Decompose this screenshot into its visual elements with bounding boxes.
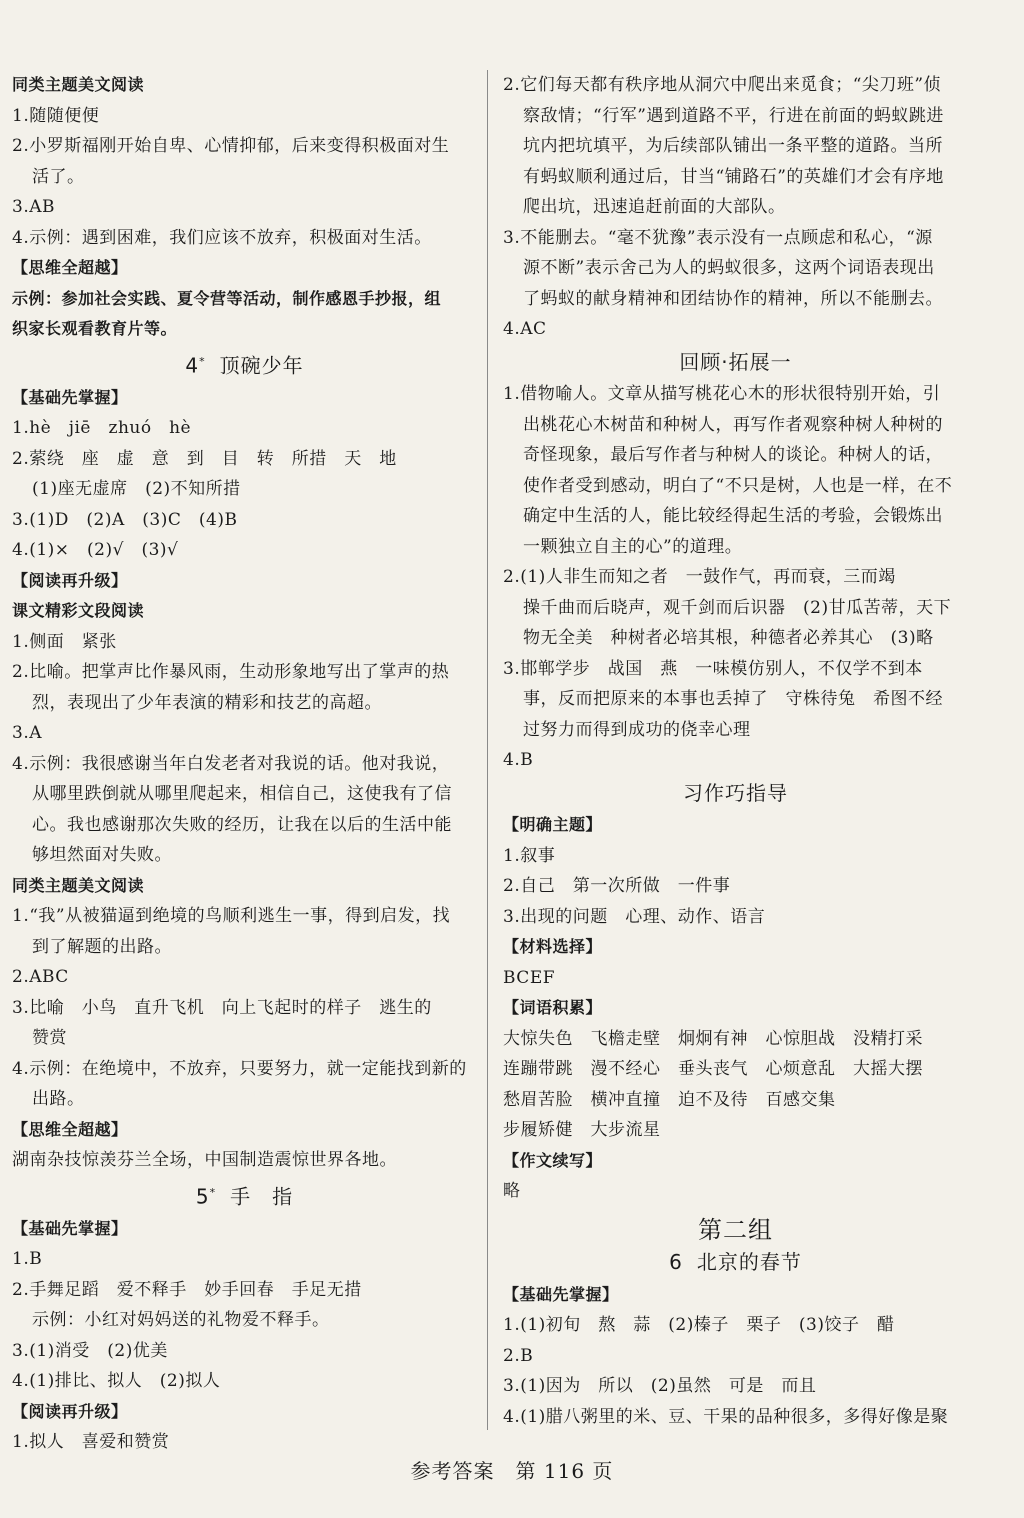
line-text: 2.手舞足蹈 爱不释手 妙手回春 手足无措 [12, 1279, 362, 1300]
line-text: 【作文续写】 [503, 1150, 603, 1170]
line-text: BCEF [503, 967, 556, 988]
line-text: 织家长观看教育片等。 [12, 319, 178, 338]
answer-line [503, 1176, 968, 1207]
line-text: 步履矫健 大步流星 [503, 1120, 661, 1140]
answer-line [503, 501, 968, 532]
line-text: 湖南杂技惊羡芬兰全场，中国制造震惊世界各地。 [12, 1150, 397, 1171]
line-text: 【基础先掌握】 [503, 1284, 619, 1304]
answer-line [12, 444, 477, 475]
line-text: 4.(1)排比、拟人 (2)拟人 [12, 1371, 221, 1392]
answer-line [503, 963, 968, 994]
answer-line [12, 223, 477, 254]
line-text: 愁眉苦脸 横冲直撞 迫不及待 百感交集 [503, 1089, 836, 1110]
line-text: 【阅读再升级】 [12, 1401, 128, 1421]
line-text: 到了解题的出路。 [32, 936, 172, 957]
section-heading [12, 596, 477, 627]
answer-line [12, 1366, 477, 1397]
answer-line [12, 1427, 477, 1458]
line-text: 习作巧指导 [683, 780, 788, 805]
answer-line [503, 131, 968, 162]
line-text: 确定中生活的人，能比较经得起生活的考验，会锻炼出 [523, 506, 943, 526]
line-text: 2.它们每天都有秩序地从洞穴中爬出来觅食；“尖刀班”侦 [503, 75, 942, 95]
answer-line [503, 532, 968, 563]
line-text: 连蹦带跳 漫不经心 垂头丧气 心烦意乱 大摇大摆 [503, 1059, 923, 1079]
line-text: 3.(1)消受 (2)优美 [12, 1340, 168, 1361]
answer-line [503, 562, 968, 593]
line-text: 2.(1)人非生而知之者 一鼓作气，再而衰，三而竭 [503, 567, 896, 587]
answer-line [12, 505, 477, 536]
line-text: 2.萦绕 座 虚 意 到 目 转 所措 天 地 [12, 448, 397, 469]
answer-line [12, 474, 477, 505]
lesson-number: 4 [185, 353, 200, 378]
line-text: 1.随随便便 [12, 105, 100, 126]
column-divider [487, 70, 488, 1430]
section-heading [12, 284, 477, 315]
section-heading [12, 566, 477, 597]
lesson-mark: * [209, 1185, 217, 1199]
answer-line [12, 1275, 477, 1306]
line-text: 示例：小红对妈妈送的礼物爱不释手。 [32, 1310, 330, 1331]
answer-line [12, 749, 477, 780]
line-text: 1.拟人 喜爱和赞赏 [12, 1432, 170, 1453]
line-text: 爬出坑，迅速追赶前面的大部队。 [523, 197, 786, 217]
answer-line [12, 627, 477, 658]
right-text-block [503, 70, 968, 1432]
section-title [12, 1178, 477, 1212]
line-text: 3.不能删去。“毫不犹豫”表示没有一点顾虑和私心，“源 [503, 227, 933, 248]
answer-line [12, 1084, 477, 1115]
answer-line [12, 932, 477, 963]
answer-line [503, 623, 968, 654]
line-text: 手 指 [230, 1184, 294, 1209]
answer-line [12, 962, 477, 993]
answer-line [12, 810, 477, 841]
page-footer: 参考答案 第 116 页 [410, 1459, 614, 1483]
section-title [12, 347, 477, 381]
section-heading [503, 993, 968, 1024]
line-text: 4.示例：我很感谢当年白发老者对我说的话。他对我说， [12, 753, 450, 774]
line-text: 4.示例：遇到困难，我们应该不放弃，积极面对生活。 [12, 227, 432, 248]
line-text: 物无全美 种树者必培其根，种德者必养其心 (3)略 [523, 628, 934, 648]
lesson-mark: * [199, 354, 206, 368]
line-text: 【词语积累】 [503, 998, 603, 1017]
answer-line [503, 192, 968, 223]
answer-line [503, 1085, 968, 1116]
answer-line [12, 1054, 477, 1085]
answer-line [12, 1336, 477, 1367]
answer-line [503, 902, 968, 933]
left-column [12, 70, 477, 1458]
answer-line [503, 253, 968, 284]
line-text: 奇怪现象，最后写作者与种树人的谈论。种树人的话， [523, 445, 943, 465]
answer-line [12, 993, 477, 1024]
answer-line [12, 779, 477, 810]
answer-line [12, 901, 477, 932]
line-text: 2.自己 第一次所做 一件事 [503, 876, 731, 896]
answer-line [503, 410, 968, 441]
answer-line [503, 1024, 968, 1055]
line-text: 操千曲而后晓声，观千剑而后识器 (2)甘瓜苦蒂，天下 [523, 597, 952, 618]
line-text: 3.AB [12, 197, 55, 217]
answer-line [503, 162, 968, 193]
answer-line [503, 1054, 968, 1085]
answer-line [503, 715, 968, 746]
left-text-block [12, 70, 477, 1458]
section-heading [12, 1115, 477, 1146]
line-text: 出路。 [32, 1089, 85, 1110]
answer-line [12, 1023, 477, 1054]
line-text: 1.叙事 [503, 845, 556, 866]
answer-line [503, 871, 968, 902]
answer-line [503, 1341, 968, 1372]
line-text: 1.“我”从被猫逼到绝境的鸟顺利逃生一事，得到启发，找 [12, 906, 451, 927]
line-text: 事，反而把原来的本事也丢掉了 守株待兔 希图不经 [523, 689, 943, 709]
section-title [503, 1247, 968, 1278]
line-text: 同类主题美文阅读 [12, 75, 145, 94]
line-text: 活了。 [32, 166, 85, 187]
line-text: 顶碗少年 [219, 353, 304, 378]
section-heading [12, 1397, 477, 1428]
answer-line [12, 413, 477, 444]
answer-line [503, 379, 968, 410]
answer-line [503, 841, 968, 872]
line-text: 【基础先掌握】 [12, 1218, 128, 1238]
line-text: 第二组 [698, 1215, 773, 1244]
answer-line [12, 1305, 477, 1336]
section-heading [12, 871, 477, 902]
answer-line [503, 1371, 968, 1402]
line-text: 同类主题美文阅读 [12, 875, 145, 895]
line-text: 【材料选择】 [503, 937, 603, 956]
line-text: 心。我也感谢那次失败的经历，让我在以后的生活中能 [32, 814, 452, 835]
line-text: 大惊失色 飞檐走壁 炯炯有神 心惊胆战 没精打采 [503, 1028, 923, 1049]
line-text: 出桃花心木树苗和种树人，再写作者观察种树人种树的 [523, 414, 943, 435]
line-text: (1)座无虚席 (2)不知所措 [32, 479, 241, 500]
line-text: 赞赏 [32, 1028, 67, 1049]
line-text: 【明确主题】 [503, 815, 603, 834]
line-text: 一颗独立自主的心”的道理。 [523, 536, 743, 557]
lesson-number: 6 [669, 1250, 683, 1274]
line-text: 察敌情；“行军”遇到道路不平，行进在前面的蚂蚁跳进 [523, 105, 944, 126]
answer-line [12, 718, 477, 749]
answer-line [503, 1115, 968, 1146]
line-text: 4.示例：在绝境中，不放弃，只要努力，就一定能找到新的 [12, 1058, 467, 1079]
line-text: 2.比喻。把掌声比作暴风雨，生动形象地写出了掌声的热 [12, 662, 450, 683]
section-title [503, 347, 968, 378]
line-text: 4.(1)× (2)√ (3)√ [12, 540, 179, 561]
section-heading [503, 932, 968, 963]
answer-line [12, 1145, 477, 1176]
answer-line [503, 684, 968, 715]
line-text: 4.(1)腊八粥里的米、豆、干果的品种很多，多得好像是聚 [503, 1406, 949, 1427]
line-text: 1.(1)初旬 熬 蒜 (2)榛子 栗子 (3)饺子 醋 [503, 1315, 895, 1335]
line-text: 4.B [503, 750, 534, 770]
line-text: 3.A [12, 723, 42, 744]
line-text: 过努力而得到成功的侥幸心理 [523, 719, 751, 740]
answer-line [503, 654, 968, 685]
line-text: 【思维全超越】 [12, 258, 128, 277]
answer-line [12, 657, 477, 688]
answer-line [12, 535, 477, 566]
line-text: 3.比喻 小鸟 直升飞机 向上飞起时的样子 逃生的 [12, 997, 432, 1018]
section-heading [12, 253, 477, 284]
answer-line [503, 593, 968, 624]
section-heading [503, 1280, 968, 1311]
answer-line [12, 192, 477, 223]
right-column [503, 70, 968, 1432]
section-heading [12, 70, 477, 101]
line-text: 坑内把坑填平，为后续部队铺出一条平整的道路。当所 [523, 136, 943, 156]
answer-line [12, 101, 477, 132]
line-text: 4.AC [503, 319, 547, 339]
section-heading [503, 810, 968, 841]
line-text: 3.(1)因为 所以 (2)虽然 可是 而且 [503, 1376, 817, 1396]
section-heading [12, 314, 477, 345]
line-text: 源不断”表示舍己为人的蚂蚁很多，这两个词语表现出 [523, 258, 935, 278]
line-text: 2.B [503, 1345, 534, 1366]
answer-line [12, 1244, 477, 1275]
answer-line [12, 131, 477, 162]
answer-line [503, 1402, 968, 1433]
section-heading [12, 383, 477, 414]
answer-line [503, 101, 968, 132]
line-text: 【阅读再升级】 [12, 570, 128, 590]
line-text: 北京的春节 [696, 1250, 802, 1274]
line-text: 烈，表现出了少年表演的精彩和技艺的高超。 [32, 692, 382, 713]
line-text: 从哪里跌倒就从哪里爬起来，相信自己，这使我有了信 [32, 784, 452, 805]
line-text: 3.(1)D (2)A (3)C (4)B [12, 509, 238, 530]
answer-line [503, 471, 968, 502]
answer-line [503, 223, 968, 254]
line-text: 【基础先掌握】 [12, 387, 128, 407]
line-text: 够坦然面对失败。 [32, 845, 172, 866]
line-text: 3.出现的问题 心理、动作、语言 [503, 906, 766, 927]
line-text: 2.小罗斯福刚开始自卑、心情抑郁，后来变得积极面对生 [12, 136, 450, 156]
line-text: 1.借物喻人。文章从描写桃花心木的形状很特别开始，引 [503, 384, 941, 404]
section-title [503, 1215, 968, 1246]
line-text: 略 [503, 1181, 521, 1201]
answer-line [503, 70, 968, 101]
line-text: 课文精彩文段阅读 [12, 601, 145, 621]
section-title [503, 778, 968, 809]
line-text: 1.侧面 紧张 [12, 631, 117, 652]
answer-line [503, 314, 968, 345]
line-text: 示例：参加社会实践、夏令营等活动，制作感恩手抄报，组 [12, 288, 442, 308]
answer-line [503, 745, 968, 776]
lesson-number: 5 [195, 1184, 210, 1209]
section-heading [503, 1146, 968, 1177]
line-text: 有蚂蚁顺利通过后，甘当“铺路石”的英雄们才会有序地 [523, 166, 944, 187]
section-heading [12, 1214, 477, 1245]
line-text: 了蚂蚁的献身精神和团结协作的精神，所以不能删去。 [523, 288, 943, 309]
line-text: 回顾·拓展一 [679, 349, 792, 374]
line-text: 1.B [12, 1249, 43, 1270]
line-text: 1.hè jiē zhuó hè [12, 418, 192, 439]
line-text: 【思维全超越】 [12, 1119, 128, 1139]
answer-line [12, 840, 477, 871]
answer-line [12, 688, 477, 719]
line-text: 3.邯郸学步 战国 燕 一味模仿别人，不仅学不到本 [503, 658, 923, 679]
answer-line [503, 284, 968, 315]
answer-line [503, 440, 968, 471]
line-text: 2.ABC [12, 967, 69, 988]
answer-line [12, 162, 477, 193]
answer-line [503, 1310, 968, 1341]
line-text: 使作者受到感动，明白了“不只是树，人也是一样，在不 [523, 475, 953, 496]
